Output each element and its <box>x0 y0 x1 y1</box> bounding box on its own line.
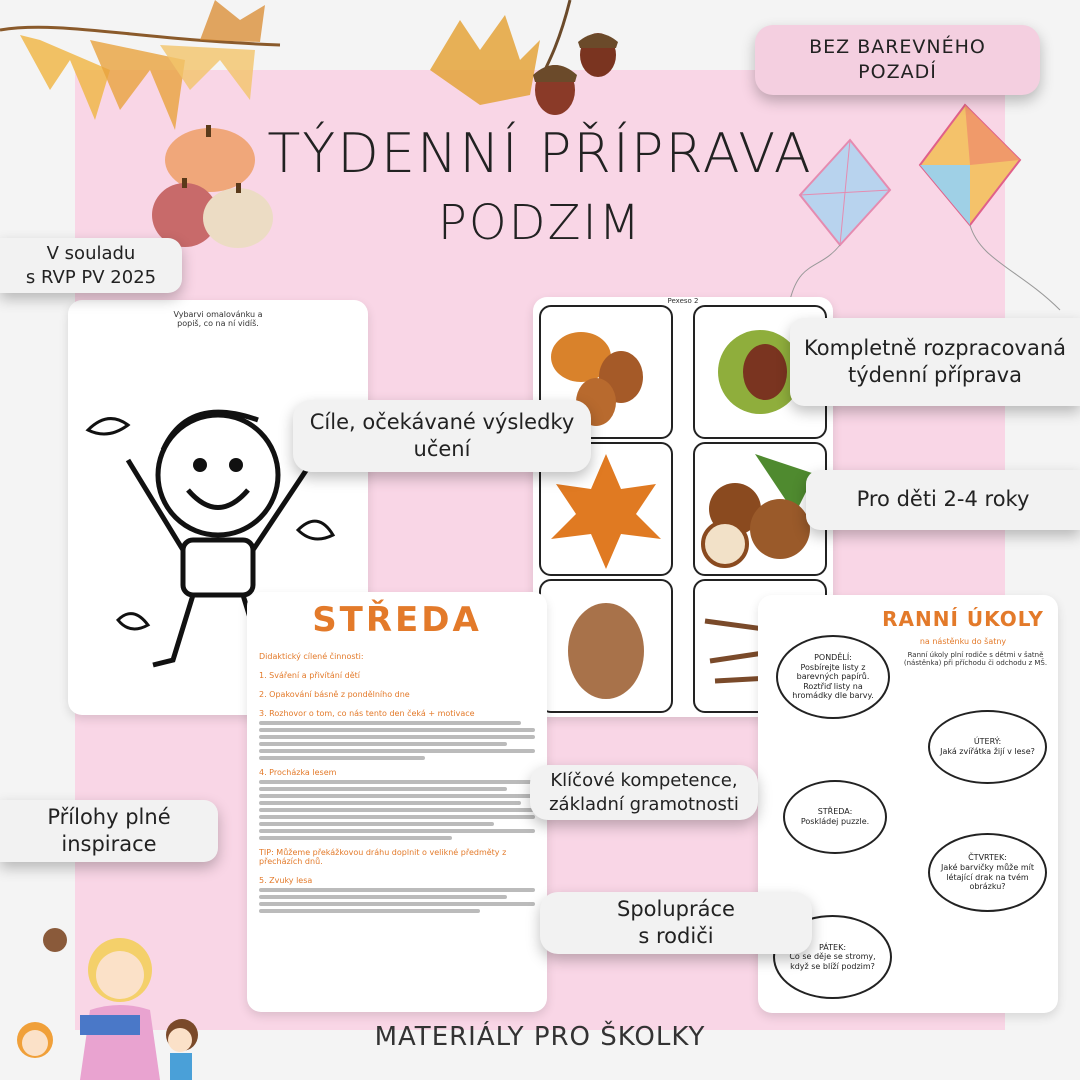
wednesday-title: STŘEDA <box>312 600 482 640</box>
footer-brand: MATERIÁLY PRO ŠKOLKY <box>374 1022 706 1052</box>
badge-no-background: BEZ BAREVNÉHO POZADÍ <box>755 25 1040 95</box>
badge-attachments: Přílohy plné inspirace <box>0 800 218 862</box>
wednesday-item-3: 3. Rozhovor o tom, co nás tento den čeká + motivace <box>259 709 475 718</box>
wednesday-item-4: 4. Procházka lesem <box>259 768 337 777</box>
cards-header: Pexeso 2 <box>667 297 699 305</box>
cloud-monday: PONDĚLÍ: Posbírejte listy z barevných papírů. Roztřiď listy na hromádky dle barvy. <box>776 635 890 719</box>
morning-title: RANNÍ ÚKOLY <box>882 607 1044 631</box>
wednesday-item-2: 2. Opakování básně z pondělního dne <box>259 690 410 699</box>
badge-age: Pro děti 2-4 roky <box>806 470 1080 530</box>
card-pinecone <box>539 579 673 713</box>
cloud-friday: PÁTEK: Co se děje se stromy, když se blíží podzim? <box>773 915 892 999</box>
morning-note: Ranní úkoly plní rodiče s dětmi v šatně (nástěnka) při příchodu či odchodu z MŠ. <box>903 651 1048 667</box>
teacher-children-illustration <box>10 925 200 1080</box>
wednesday-section: Didaktický cílené činnosti: <box>259 652 364 661</box>
badge-goals: Cíle, očekávané výsledky učení <box>293 400 591 472</box>
page-title: TÝDENNÍ PŘÍPRAVA <box>267 122 813 185</box>
acorns-illustration <box>420 0 640 130</box>
cloud-thursday: ČTVRTEK: Jaké barvičky může mít létající drak na tvém obrázku? <box>928 833 1047 912</box>
badge-rvp: V souladu s RVP PV 2025 <box>0 238 182 293</box>
cloud-tuesday: ÚTERÝ: Jaká zvířátka žijí v lese? <box>928 710 1047 784</box>
wednesday-item-1: 1. Sváření a přivítání dětí <box>259 671 360 680</box>
page-subtitle: PODZIM <box>437 195 643 251</box>
wednesday-item-5: 5. Zvuky lesa <box>259 876 313 885</box>
badge-complete-plan: Kompletně rozpracovaná týdenní příprava <box>790 318 1080 406</box>
wednesday-plan-preview <box>247 592 547 1012</box>
badge-competences: Klíčové kompetence, základní gramotnosti <box>530 765 758 820</box>
morning-subtitle: na nástěnku do šatny <box>919 637 1007 646</box>
cloud-wednesday: STŘEDA: Poskládej puzzle. <box>783 780 887 854</box>
wednesday-tip: TIP: Můžeme překážkovou dráhu doplnit o velikné předměty z přecházích dnů. <box>259 848 507 866</box>
badge-parents: Spolupráce s rodiči <box>540 892 812 954</box>
coloring-instruction: Vybarvi omalovánku a popiš, co na ní vidíš. <box>173 310 263 328</box>
